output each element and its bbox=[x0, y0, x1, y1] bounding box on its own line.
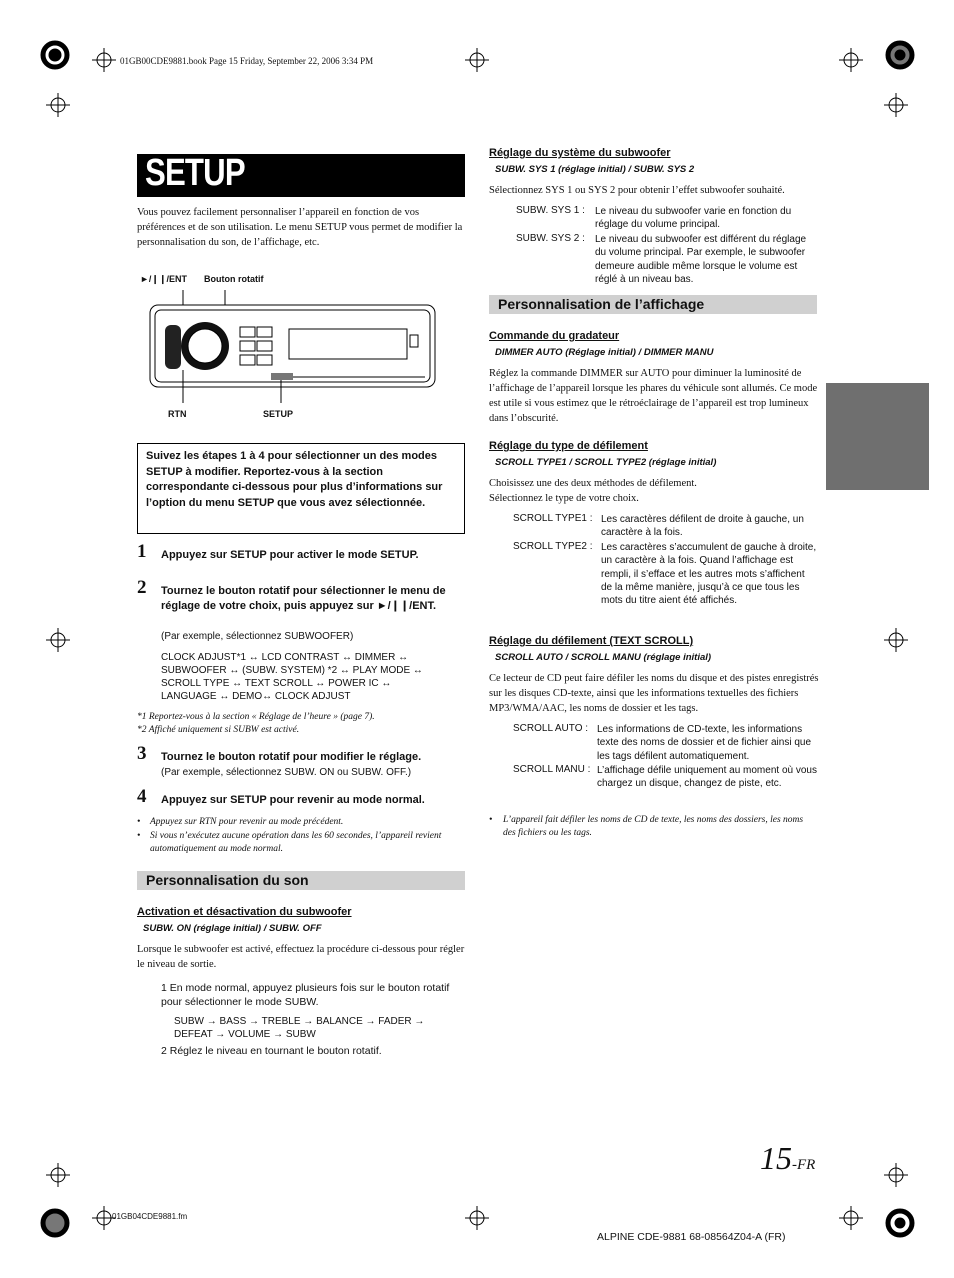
step-text: Tournez le bouton rotatif pour sélectionner le menu de réglage de votre choix, puis appuyez sur ►/❙❙/ENT. bbox=[161, 585, 446, 612]
instruction-box bbox=[137, 443, 465, 534]
label-rtn: RTN bbox=[168, 409, 187, 419]
def-value: Les informations de CD-texte, les informations texte des noms de dossier et de fichier ainsi que les tags défilent automatiquement. bbox=[597, 724, 812, 762]
subheading: Réglage du défilement (TEXT SCROLL) bbox=[489, 635, 694, 647]
bullet-item: Si vous n’exécutez aucune opération dans les 60 secondes, l’appareil revient automatiquement au mode normal. bbox=[150, 831, 442, 854]
step-text: Appuyez sur SETUP pour revenir au mode normal. bbox=[161, 794, 425, 806]
step-number: 2 bbox=[137, 577, 147, 598]
option-line: SCROLL TYPE1 / SCROLL TYPE2 (réglage initial) bbox=[495, 457, 717, 468]
option-line: SUBW. SYS 1 (réglage initial) / SUBW. SYS 2 bbox=[495, 164, 695, 175]
paragraph: Lorsque le subwoofer est activé, effectuez la procédure ci-dessous pour régler le niveau de sortie. bbox=[137, 944, 465, 970]
menu-seq-line: SCROLL TYPE ↔ TEXT SCROLL ↔ POWER IC ↔ bbox=[161, 678, 392, 689]
sequence-line: SUBW → BASS → TREBLE → BALANCE → FADER → bbox=[174, 1016, 425, 1027]
def-key: SCROLL AUTO : bbox=[513, 723, 589, 734]
paragraph: Réglez la commande DIMMER sur AUTO pour diminuer la luminosité de l’affichage de l’appareil lorsque les phares du véhicule sont allumés. Ce mode est utile si vous estimez que le rétroéclairage de l’appareil est trop lumineux dans l’obscurité. bbox=[489, 368, 818, 424]
paragraph: Sélectionnez le type de votre choix. bbox=[489, 493, 639, 504]
subheading: Commande du gradateur bbox=[489, 330, 620, 342]
step-text: Appuyez sur SETUP pour activer le mode SETUP. bbox=[161, 549, 419, 561]
footer-file: 01GB04CDE9881.fm bbox=[112, 1212, 188, 1221]
device-diagram bbox=[145, 285, 445, 410]
paragraph: Sélectionnez SYS 1 ou SYS 2 pour obtenir l’effet subwoofer souhaité. bbox=[489, 185, 785, 196]
list-item: 1 En mode normal, appuyez plusieurs fois sur le bouton rotatif pour sélectionner le mode SUBW. bbox=[161, 982, 450, 1008]
paragraph: Ce lecteur de CD peut faire défiler les noms du disque et des pistes enregistrés sur les disques CD-texte, ainsi que les informations textuelles des fichiers MP3/WMA/AAC, les noms de dossier et les tags. bbox=[489, 673, 819, 714]
header-meta: 01GB00CDE9881.book Page 15 Friday, September 22, 2006 3:34 PM bbox=[120, 56, 374, 66]
menu-seq-line: LANGUAGE ↔ DEMO↔ CLOCK ADJUST bbox=[161, 691, 351, 702]
def-value: L’affichage défile uniquement au moment où vous chargez un disque, changez de piste, etc. bbox=[597, 765, 817, 790]
bullet-item: Appuyez sur RTN pour revenir au mode précédent. bbox=[150, 817, 344, 827]
label-ent: ►/❙❙/ENT bbox=[140, 274, 187, 284]
page-title-bar bbox=[137, 154, 465, 197]
def-value: Les caractères défilent de droite à gauche, un caractère à la fois. bbox=[601, 514, 804, 539]
list-item: 2 Réglez le niveau en tournant le bouton rotatif. bbox=[161, 1045, 382, 1057]
subheading: Activation et désactivation du subwoofer bbox=[137, 906, 352, 918]
option-line: SUBW. ON (réglage initial) / SUBW. OFF bbox=[143, 923, 322, 934]
step-sub: (Par exemple, sélectionnez SUBWOOFER) bbox=[161, 631, 354, 642]
def-value: Les caractères s’accumulent de gauche à droite, un caractère à la fois. Quand l’affichage est rempli, il s’efface et les autres mots s’affichent de la même manière, jusqu’à ce que tous les mots du titre aient été affichés. bbox=[601, 542, 817, 607]
step-sub: (Par exemple, sélectionnez SUBW. ON ou SUBW. OFF.) bbox=[161, 767, 412, 778]
side-tab bbox=[826, 383, 929, 490]
def-key: SUBW. SYS 1 : bbox=[516, 205, 585, 216]
sequence-line: DEFEAT → VOLUME → SUBW bbox=[174, 1029, 316, 1040]
step-number: 4 bbox=[137, 786, 147, 807]
page-title: SETUP bbox=[145, 152, 245, 194]
step-text: Tournez le bouton rotatif pour modifier le réglage. bbox=[161, 751, 422, 763]
intro-text: Vous pouvez facilement personnaliser l’appareil en fonction de vos préférences et de son utilisation. Le menu SETUP vous permet de modifier la personnalisation du son, de l’affichage, etc. bbox=[137, 207, 463, 248]
footnote: *2 Affiché uniquement si SUBW est activé. bbox=[137, 725, 300, 735]
def-value: Le niveau du subwoofer est différent du réglage du volume principal. Par exemple, le subwoofer demeure audible même lorsque le volume est réglé à un niveau bas. bbox=[595, 234, 807, 285]
subheading: Réglage du système du subwoofer bbox=[489, 147, 671, 159]
menu-seq-line: SUBWOOFER ↔ (SUBW. SYSTEM) *2 ↔ PLAY MODE ↔ bbox=[161, 665, 423, 676]
label-setup: SETUP bbox=[263, 409, 294, 419]
step-number: 3 bbox=[137, 743, 147, 764]
section-heading-affichage: Personnalisation de l’affichage bbox=[489, 295, 817, 314]
option-line: SCROLL AUTO / SCROLL MANU (réglage initial) bbox=[495, 652, 712, 663]
page-number: 15-FR bbox=[760, 1140, 816, 1176]
subheading: Réglage du type de défilement bbox=[489, 440, 648, 452]
def-key: SUBW. SYS 2 : bbox=[516, 233, 585, 244]
step-number: 1 bbox=[137, 541, 147, 562]
menu-seq-line: CLOCK ADJUST*1 ↔ LCD CONTRAST ↔ DIMMER ↔ bbox=[161, 652, 409, 663]
def-value: Le niveau du subwoofer varie en fonction du réglage du volume principal. bbox=[595, 206, 792, 231]
paragraph: Choisissez une des deux méthodes de défilement. bbox=[489, 478, 697, 489]
label-rotatif: Bouton rotatif bbox=[204, 274, 264, 284]
instruction-box-text: Suivez les étapes 1 à 4 pour sélectionner un des modes SETUP à modifier. Reportez-vous à la section correspondante ci-dessous pour plus d’informations sur l’option du menu SETUP que vous avez sélectionnée. bbox=[146, 450, 443, 509]
footer-right: ALPINE CDE-9881 68-08564Z04-A (FR) bbox=[597, 1231, 786, 1243]
bullet-item: L’appareil fait défiler les noms de CD de texte, les noms des dossiers, les noms des fichiers ou les tags. bbox=[503, 815, 804, 838]
def-key: SCROLL TYPE2 : bbox=[513, 541, 593, 552]
option-line: DIMMER AUTO (Réglage initial) / DIMMER MANU bbox=[495, 347, 714, 358]
footnote: *1 Reportez-vous à la section « Réglage de l’heure » (page 7). bbox=[137, 712, 375, 722]
section-heading-son: Personnalisation du son bbox=[137, 871, 465, 890]
def-key: SCROLL MANU : bbox=[513, 764, 591, 775]
def-key: SCROLL TYPE1 : bbox=[513, 513, 593, 524]
